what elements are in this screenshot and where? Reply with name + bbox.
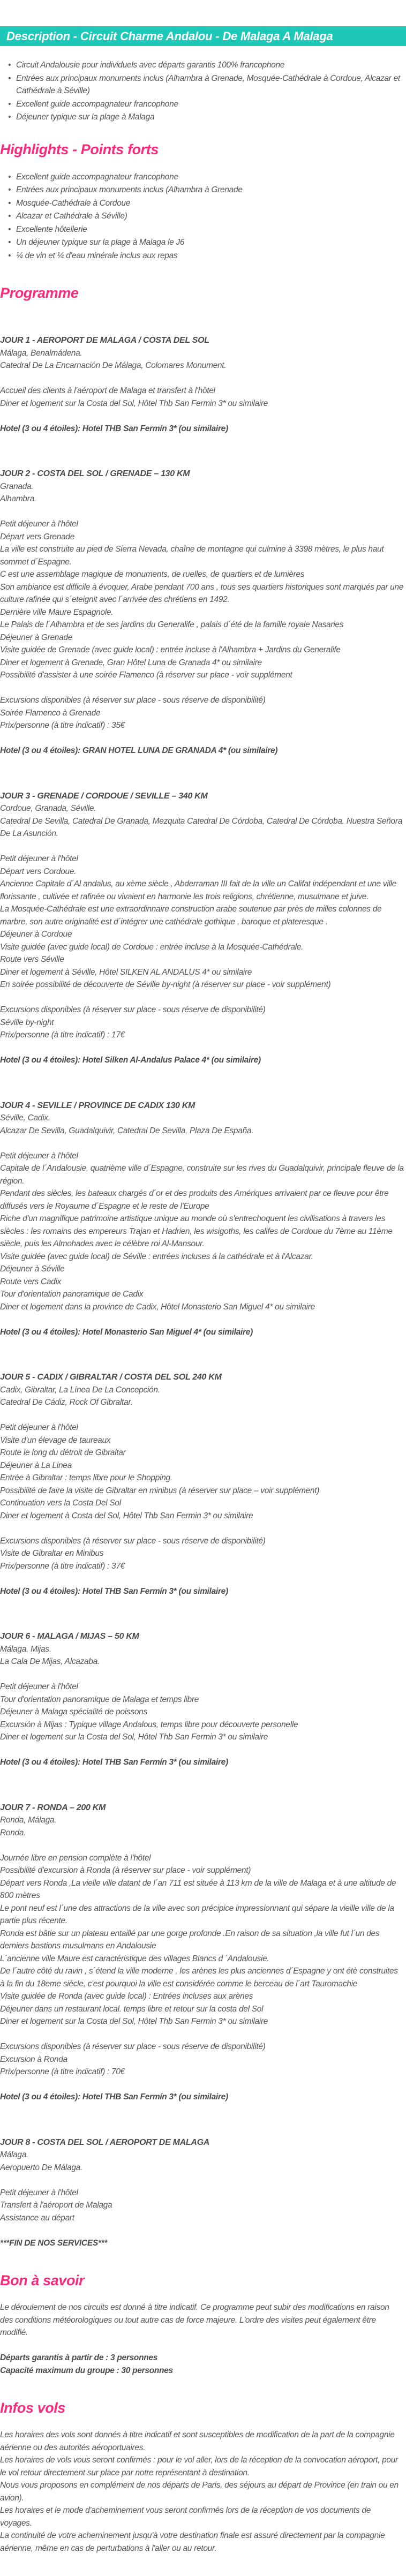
- day-line: Hotel (3 ou 4 étoiles): Hotel Monasterio San Miguel 4* (ou similaire): [0, 1327, 253, 1337]
- day-line: Diner et logement sur la Costa del Sol, Hôtel Thb San Fermin 3* ou similaire: [0, 1733, 268, 1742]
- day-line: Excursions disponibles (à réserver sur place - sous réserve de disponibilité): [0, 2042, 266, 2051]
- day-line: Málaga.: [0, 2150, 29, 2159]
- bon-a-savoir-heading: Bon à savoir: [0, 2272, 85, 2288]
- day-block: [0, 1099, 406, 1339]
- day-line: Excursions disponibles (à réserver sur place - sous réserve de disponibilité): [0, 696, 266, 705]
- info-line: [0, 2339, 406, 2352]
- day-line: Ancienne Capitale d´Al andalus, au xème siècle , Abderraman III fait de la ville un Califat indépendant et une ville florissante , cultivée et rafinée ou vivaient en harmonie les trois religions, chrétienne, musulmane et juive.: [0, 879, 397, 901]
- day-line: Riche d'un magnifique patrimoine artistique unique au monde où s'entrechoquent les civilisations à travers les siècles : les romains des empereurs Trajan et Hadrien, les wisigoths, les califes de Cordoue du 7ème au 11ème siècle, puis les Almohades avec le célèbre roi Al-Mansour.: [0, 1214, 393, 1248]
- day-line: Séville by-night: [0, 1018, 54, 1027]
- day-line: [0, 2174, 406, 2187]
- infos-vols-body: [0, 2429, 406, 2555]
- info-line: Le déroulement de nos circuits est donné à titre indicatif. Ce programme peut subir des modifications en raison des conditions météorologiques ou tout autre cas de force majeure. L'ordre des visites peut également être modifié.: [0, 2303, 389, 2337]
- day-line: Catedral De La Encarnación De Málaga, Colomares Monument.: [0, 361, 227, 370]
- day-line: Petit déjeuner à l'hôtel: [0, 2188, 78, 2197]
- day-line: Excursions disponibles (à réserver sur place - sous réserve de disponibilité): [0, 1005, 266, 1014]
- day-line: [0, 991, 406, 1004]
- day-lines: [0, 480, 406, 757]
- day-lines: [0, 1112, 406, 1338]
- day-line: Prix/personne (à titre indicatif) : 35€: [0, 721, 125, 730]
- day-line: Ronda.: [0, 1828, 26, 1837]
- day-line: Le pont neuf est l´une des attractions de la ville avec son précipice impressionnant qui sépare la vieille ville de la partie plus récente.: [0, 1903, 394, 1925]
- day-line: [0, 2078, 406, 2091]
- itinerary-page: [0, 26, 406, 2576]
- day-line: [0, 2028, 406, 2041]
- day-line: Possibilité de faire la visite de Gibraltar en minibus (à réserver sur place – voir supplément): [0, 1486, 320, 1495]
- day-lines: [0, 1384, 406, 1598]
- day-line: Visite guidée de Grenade (avec guide local) : entrée incluse à l'Alhambra + Jardins du Generalife: [0, 645, 341, 654]
- day-line: Diner et logement à Grenade, Gran Hôtel Luna de Granada 4* ou similaire: [0, 658, 262, 667]
- day-line: C est une assemblage magique de monuments, de ruelles, de quartiers et de lumières: [0, 570, 305, 579]
- day-block: [0, 1371, 406, 1598]
- day-line: Granada.: [0, 481, 34, 491]
- day-line: Déjeuner à Cordoue: [0, 930, 72, 939]
- day-line: [0, 840, 406, 853]
- day-title: JOUR 4 - SEVILLE / PROVINCE DE CADIX 130 KM: [0, 1101, 196, 1110]
- day-line: Petit déjeuner à l'hôtel: [0, 1151, 78, 1161]
- day-lines: [0, 2149, 406, 2249]
- bullet-text: Alcazar et Cathédrale à Séville): [16, 212, 127, 221]
- day-line: Diner et logement dans la province de Cadix, Hôtel Monasterio San Miguel 4* ou similaire: [0, 1302, 315, 1312]
- day-line: Cadix, Gibraltar, La Línea De La Concepción.: [0, 1385, 160, 1395]
- day-line: [0, 1042, 406, 1054]
- day-line: Prix/personne (à titre indicatif) : 17€: [0, 1030, 125, 1040]
- day-line: Le Palais de l´Alhambra et de ses jardins du Generalife , palais d´été de la famille royale Nasaries: [0, 620, 344, 629]
- day-lines: [0, 1814, 406, 2104]
- bullet-text: Un déjeuner typique sur la plage à Malaga le J6: [16, 238, 185, 247]
- day-line: Cordoue, Granada, Séville.: [0, 804, 96, 813]
- day-line: Prix/personne (à titre indicatif) : 70€: [0, 2067, 125, 2076]
- day-line: Déjeuner à La Linea: [0, 1460, 72, 1470]
- day-block: [0, 468, 406, 757]
- highlight-bullet-item: [16, 223, 401, 236]
- day-line: Catedral De Sevilla, Catedral De Granada, Mezquita Catedral De Córdoba, Catedral De Córdoba. Nuestra Señora De La Asunción.: [0, 816, 403, 838]
- day-line: Continuation vers la Costa Del Sol: [0, 1498, 121, 1508]
- infos-vols-heading: Infos vols: [0, 2400, 66, 2416]
- day-line: Journée libre en pension complète à l'hôtel: [0, 1853, 151, 1863]
- day-line: Déjeuner à Malaga spécialité de poissons: [0, 1707, 147, 1716]
- day-line: Transfert à l'aéroport de Malaga: [0, 2201, 112, 2210]
- day-line: [0, 682, 406, 695]
- day-line: L´ancienne ville Maure est caractéristique des villages Blancs d ´Andalousie.: [0, 1954, 269, 1963]
- day-line: Visite guidée (avec guide local) de Séville : entrées incluses á la cathédrale et à l'Alcazar.: [0, 1252, 313, 1261]
- intro-bullet-item: [16, 111, 401, 124]
- bullet-text: Circuit Andalousie pour individuels avec départs garantis 100% francophone: [16, 61, 285, 70]
- day-line: Tour d'orientation panoramique de Malaga et temps libre: [0, 1694, 199, 1704]
- day-title: JOUR 1 - AEROPORT DE MALAGA / COSTA DEL SOL: [0, 336, 209, 345]
- day-title: JOUR 2 - COSTA DEL SOL / GRENADE – 130 KM: [0, 469, 190, 478]
- day-line: En soirée possibilité de découverte de Séville by-night (à réserver sur place - voir supplément): [0, 980, 331, 989]
- day-line: La ville est construite au pied de Sierra Nevada, chaîne de montagne qui culmine à 3398 mètres, le plus haut sommet d´Espagne.: [0, 545, 384, 567]
- day-title: JOUR 6 - MALAGA / MIJAS – 50 KM: [0, 1632, 139, 1641]
- day-line: Départ vers Grenade: [0, 532, 75, 541]
- bon-a-savoir-body: [0, 2301, 406, 2377]
- day-line: Hotel (3 ou 4 étoiles): Hotel Silken Al-Andalus Palace 4* (ou similaire): [0, 1056, 261, 1065]
- day-line: Possibilité d'assister à une soirée Flamenco (à réserver sur place - voir supplément: [0, 671, 292, 680]
- bullet-text: ¼ de vin et ¼ d'eau minérale inclus aux repas: [16, 251, 178, 260]
- programme-days: [0, 334, 406, 2249]
- day-line: De l´autre côté du ravin , s´étend la ville moderne , les arènes les plus anciennes d´Espagne y ont étè construites à la fin du 18eme siècle, c'est pourquoi la ville est considérée comme le berceau de l´art Tauromachie: [0, 1967, 398, 1989]
- day-title: JOUR 5 - CADIX / GIBRALTAR / COSTA DEL SOL 240 KM: [0, 1373, 222, 1382]
- day-line: Visite de Gibraltar en Minibus: [0, 1549, 104, 1558]
- info-line: Capacité maximum du groupe : 30 personnes: [0, 2366, 173, 2375]
- info-line: Les horaires et le mode d'acheminement vous seront confirmés lors de la réception de vos documents de voyages.: [0, 2506, 371, 2528]
- day-block: [0, 1802, 406, 2104]
- programme-heading: Programme: [0, 285, 79, 301]
- day-line: La Cala De Mijas, Alcazaba.: [0, 1657, 100, 1666]
- day-title: JOUR 8 - COSTA DEL SOL / AEROPORT DE MALAGA: [0, 2137, 209, 2147]
- description-header-bar: [0, 26, 406, 46]
- intro-bullet-list: [0, 59, 406, 124]
- info-line: La continuité de votre acheminement jusqu'à votre destination finale est assuré directement par la compagnie aérienne, même en cas de perturbations à l'aller ou au retour.: [0, 2531, 385, 2553]
- day-line: Déjeuner dans un restaurant local. temps libre et retour sur la costa del Sol: [0, 2004, 264, 2014]
- day-line: [0, 1839, 406, 1852]
- day-line: [0, 506, 406, 518]
- bullet-text: Excellente hôtellerie: [16, 224, 87, 234]
- day-line: Hotel (3 ou 4 étoiles): GRAN HOTEL LUNA DE GRANADA 4* (ou similaire): [0, 746, 278, 755]
- day-block: [0, 1630, 406, 1769]
- info-line: Les horaires des vols sont donnés à titre indicatif et sont susceptibles de modification de la part de la compagnie aérienne ou des autorités aéroportuaires.: [0, 2430, 395, 2452]
- day-block: [0, 790, 406, 1067]
- day-line: [0, 1313, 406, 1326]
- day-line: Pendant des siècles, les bateaux chargés d´or et des produits des Amériques arrivaient par ce fleuve pour être diffusés vers le Royaume d´Espagne et le reste de l'Europe: [0, 1189, 389, 1211]
- day-line: Diner et logement à Séville, Hôtel SILKEN AL ANDALUS 4* ou similaire: [0, 967, 252, 977]
- highlight-bullet-item: [16, 197, 401, 210]
- day-line: [0, 1409, 406, 1422]
- day-line: [0, 372, 406, 385]
- highlight-bullet-item: [16, 250, 401, 262]
- day-block: [0, 2136, 406, 2250]
- day-line: [0, 732, 406, 745]
- day-line: Excursions disponibles (à réserver sur place - sous réserve de disponibilité): [0, 1536, 266, 1546]
- day-line: Diner et logement sur la Costa del Sol, Hôtel Thb San Fermin 3* ou similaire: [0, 398, 268, 408]
- day-line: [0, 1668, 406, 1681]
- day-line: Hotel (3 ou 4 étoiles): Hotel THB San Fermín 3* (ou similaire): [0, 1758, 228, 1767]
- day-line: Alcazar De Sevilla, Guadalquivir, Catedral De Sevilla, Plaza De España.: [0, 1126, 254, 1135]
- day-line: Accueil des clients à l'aéroport de Malaga et transfert à l'hôtel: [0, 386, 215, 395]
- day-line: ***FIN DE NOS SERVICES***: [0, 2238, 108, 2248]
- day-line: Tour d'orientation panoramique de Cadix: [0, 1290, 144, 1299]
- day-title: JOUR 7 - RONDA – 200 KM: [0, 1803, 106, 1812]
- day-line: Son ambiance est difficile à évoquer, Arabe pendant 700 ans , tous ses quartiers historiques sont marqués par une culture rafinée qui s´eteignit avec l´arrivée des chrétiens en 1492.: [0, 582, 404, 604]
- bullet-text: Excellent guide accompagnateur francophone: [16, 172, 178, 182]
- day-line: Route vers Séville: [0, 955, 64, 964]
- highlight-bullet-item: [16, 210, 401, 223]
- day-line: Possibilité d'excursion à Ronda (à réserver sur place - voir supplément): [0, 1866, 251, 1875]
- day-line: [0, 410, 406, 423]
- day-block: [0, 334, 406, 435]
- day-line: Visite guidée de Ronda (avec guide local) : Entrées incluses aux arènes: [0, 1992, 253, 2001]
- day-line: Dernière ville Maure Espagnole.: [0, 607, 114, 617]
- intro-bullet-item: [16, 72, 401, 97]
- highlight-bullet-item: [16, 171, 401, 184]
- day-line: Prix/personne (à titre indicatif) : 37€: [0, 1561, 125, 1571]
- day-line: Excursión à Mijas : Typique village Andalous, temps libre pour découverte personelle: [0, 1720, 298, 1729]
- day-line: [0, 1744, 406, 1757]
- day-line: Déjeuner à Séville: [0, 1264, 65, 1274]
- intro-bullet-item: [16, 59, 401, 72]
- day-line: Assistance au départ: [0, 2213, 74, 2223]
- day-line: Hotel (3 ou 4 étoiles): Hotel THB San Fermín 3* (ou similaire): [0, 424, 228, 433]
- day-line: Visite guidée (avec guide local) de Cordoue : entrée incluse à la Mosquée-Cathédrale.: [0, 942, 304, 952]
- day-line: Route le long du détroit de Gibraltar: [0, 1448, 126, 1457]
- bullet-text: Entrées aux principaux monuments inclus (Alhambra à Grenade: [16, 185, 243, 194]
- day-line: [0, 1137, 406, 1150]
- day-line: Málaga, Benalmádena.: [0, 348, 82, 358]
- day-line: Capitale de l´Andalousie, quatrième ville d´Espagne, construite sur les rives du Guadalquivir, principale fleuve de la région.: [0, 1164, 404, 1186]
- day-line: [0, 1572, 406, 1585]
- day-line: Diner et logement à Costa del Sol, Hôtel Thb San Fermin 3* ou similaire: [0, 1511, 253, 1520]
- bullet-text: Entrées aux principaux monuments inclus (Alhambra à Grenade, Mosquée-Cathédrale à Cordoue, Alcazar et Cathédrale à Séville): [16, 73, 400, 95]
- day-line: Déjeuner à Grenade: [0, 632, 73, 642]
- day-line: Málaga, Mijas.: [0, 1644, 51, 1654]
- day-lines: [0, 1643, 406, 1769]
- page-title: Description - Circuit Charme Andalou - De Malaga A Malaga: [6, 29, 333, 43]
- intro-bullet-item: [16, 98, 401, 111]
- day-line: Diner et logement sur la Costa del Sol, Hôtel Thb San Fermin 3* ou similaire: [0, 2017, 268, 2026]
- highlights-bullet-list: [0, 171, 406, 262]
- day-line: Excursion à Ronda: [0, 2054, 67, 2064]
- day-line: Départ vers Ronda ,La vielle ville datant de l´an 711 est située à 113 km de la ville de Malaga et à une altitude de 800 mètres: [0, 1878, 396, 1900]
- day-line: Aeropuerto De Málaga.: [0, 2163, 82, 2172]
- day-line: Entrée à Gibraltar : temps libre pour le Shopping.: [0, 1473, 172, 1482]
- day-lines: [0, 802, 406, 1067]
- day-lines: [0, 347, 406, 435]
- info-line: Nous vous proposons en complément de nos départs de Paris, des séjours au départ de Province (en train ou en avion).: [0, 2481, 399, 2503]
- day-line: Route vers Cadix: [0, 1277, 62, 1286]
- day-line: La Mosquée-Cathédrale est une extraordinnaire construction arabe soutenue par près de milles colonnes de marbre, son autre originalité est d´intégrer une cathédrale gothique , baroque et plateresque .: [0, 905, 382, 927]
- day-line: Départ vers Cordoue.: [0, 867, 77, 876]
- day-line: Ronda, Málaga.: [0, 1816, 57, 1825]
- highlights-heading: Highlights - Points forts: [0, 141, 159, 157]
- day-line: Petit déjeuner à l'hôtel: [0, 1682, 78, 1691]
- day-line: Hotel (3 ou 4 étoiles): Hotel THB San Fermín 3* (ou similaire): [0, 2092, 228, 2102]
- day-line: Séville, Cadix.: [0, 1113, 50, 1123]
- info-line: Les horaires de vols vous seront confirmés : pour le vol aller, lors de la réception de la convocation aéroport, pour le vol retour directement sur place par notre représentant à destination.: [0, 2456, 398, 2477]
- info-line: Départs garantis à partir de : 3 personnes: [0, 2353, 158, 2362]
- day-line: Soirée Flamenco à Grenade: [0, 708, 101, 718]
- bullet-text: Mosquée-Cathédrale à Cordoue: [16, 198, 131, 208]
- highlight-bullet-item: [16, 236, 401, 249]
- day-line: Catedral De Cádiz, Rock Of Gibraltar.: [0, 1398, 133, 1407]
- day-line: Visite d'un élevage de taureaux: [0, 1435, 111, 1445]
- day-title: JOUR 3 - GRENADE / CORDOUE / SEVILLE – 340 KM: [0, 791, 208, 801]
- bullet-text: Déjeuner typique sur la plage à Malaga: [16, 112, 155, 122]
- day-line: Alhambra.: [0, 494, 36, 503]
- highlight-bullet-item: [16, 184, 401, 197]
- day-line: Petit déjeuner à l'hôtel: [0, 519, 78, 529]
- day-line: Hotel (3 ou 4 étoiles): Hotel THB San Fermín 3* (ou similaire): [0, 1586, 228, 1596]
- day-line: Ronda est bâtie sur un plateau entaillé par une gorge profonde .En raison de sa situation ,la ville fut l´un des derniers bastions musulmans en Andalousie: [0, 1929, 380, 1950]
- day-line: Petit déjeuner à l'hôtel: [0, 854, 78, 863]
- day-line: Petit déjeuner à l'hôtel: [0, 1423, 78, 1432]
- bullet-text: Excellent guide accompagnateur francophone: [16, 99, 178, 109]
- day-line: [0, 1522, 406, 1535]
- day-line: [0, 2224, 406, 2237]
